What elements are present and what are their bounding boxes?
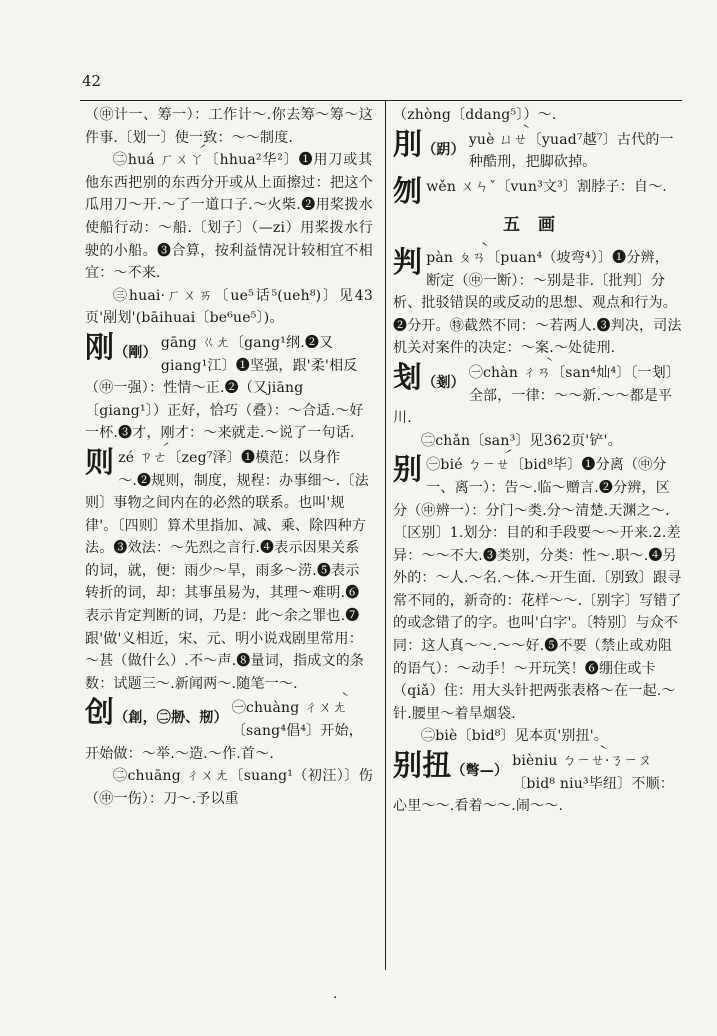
- header-rule: [80, 100, 682, 101]
- entry-wen-text: wěn ㄨㄣˇ〔vun³文³〕割脖子：自～.: [426, 178, 667, 195]
- entry-yue-text: yuè ㄩㄝ̀〔yuad⁷越⁷〕古代的一种酷刑，把脚砍掉。: [468, 131, 674, 171]
- footer-mark: ·: [333, 990, 338, 1006]
- huai-reading-3: ㊂huai·ㄏㄨㄞ〔ue⁵话⁵(ueh⁸)〕见43页'剐划'(bāihuai〔be⁶ue⁵〕)。: [85, 287, 373, 327]
- entry-yue: [393, 126, 683, 174]
- entry-pan-text: pàn ㄆㄢ̀〔puan⁴（坡弯⁴）〕❶分辨，断定（㊥一断）：～别是非.〔批判〕分析、批驳错误的或反动的思想、观点和行为。❷分开。㊕截然不同：～若两人.❸判决，司法机关对案件的决定：～案.～处徒刑.: [393, 249, 682, 357]
- entry-continuation: （㊥计一、筹一）：工作计～.你去筹～筹～这件事.〔划一〕使一致：～～制度.: [85, 107, 373, 146]
- entry-chan-text2: ㊁chǎn〔san³〕见362页'铲'。: [421, 432, 622, 449]
- section-title: 五画: [503, 215, 573, 236]
- headword-chan: 刬（剗）: [393, 359, 465, 394]
- entry-chan: [393, 359, 683, 430]
- headword-chuang: 创（創，㊁刱、剏）: [85, 695, 228, 730]
- column-divider: [385, 100, 386, 970]
- headword-bie: 别: [393, 452, 423, 487]
- entry-chuang: [85, 697, 373, 765]
- entry-continuation-right: （zhòng〔ddang⁵〕）～.: [393, 107, 557, 123]
- entry-gang-text: gāng ㄍㄤ〔gang¹纲.❷又giang¹江〕❶坚强，跟'柔'相反（㊥一强）：性情～正.❷（又jiāng〔giang¹〕）正好，恰巧（叠）：～合适.～好一杯.❸才，刚才：～来就走.～说了一句话.: [85, 334, 364, 442]
- hua-reading-2: ㊁huá ㄏㄨㄚ́〔hhua²华²〕❶用刀或其他东西把别的东西分开或从上面擦过：把这个瓜用刀～开.～了一道口子.～火柴.❷用桨拨水使船行动：～船.〔划子〕（—zi）用桨拨水行驶的小船。❸合算，按利益情况计较相宜不相宜：～不来.: [85, 152, 373, 282]
- headword-gang: 刚（剛）: [85, 329, 157, 364]
- headword-bieniu: 别扭（彆—）: [393, 748, 509, 783]
- entry-chuang-text: ㊀chuàng ㄔㄨㄤ̀〔sang⁴倡⁴〕开始，开始做：～举.～造.～作.首～.: [85, 700, 363, 762]
- entry-bieniu-text: bièniu ㄅㄧㄝ̀·ㄋㄧㄡ〔bid⁸ niu³毕纽〕不顺：心里～～.看着～～.闹～～.: [393, 753, 675, 815]
- entry-bie-text: ㊀bié ㄅㄧㄝ́〔bid⁸毕〕❶分离（㊥分一、离一）：告～.临～赠言.❷分辨，区分（㊥辨一）：分门～类.分～清楚.天渊之～.〔区别〕1.划分：目的和手段要～～开来.2.差异：～～不大.❸类别，分类：性～.职～.❹另外的：～人.～名.～体.～开生面.〔别致〕跟寻常不同的，新奇的：花样～～.〔别字〕写错了的或念错了的字。也叫'白字'。〔特别〕与众不同：这人真～～.～～好.❺不要（禁止或劝阻的语气）：～动手！～开玩笑！❻绷住或卡（qiǎ）住：用大头针把两张表格～在一起.～针.腰里～着旱烟袋.: [393, 457, 682, 722]
- headword-ze: 则: [85, 444, 115, 479]
- entry-gang: [85, 329, 373, 445]
- right-column: [393, 104, 683, 818]
- page-number: 42: [82, 72, 102, 90]
- left-column: [85, 104, 373, 810]
- entry-chuang-text2: ㊁chuāng ㄔㄨㄤ〔suang¹（初汪）〕伤（㊥一伤）：刀～.予以重: [85, 768, 373, 807]
- entry-bieniu: [393, 750, 683, 818]
- entry-chan-text: ㊀chàn ㄔㄢ̀〔san⁴灿⁴〕〔一刬〕全部，一律：～～新.～～都是平川.: [393, 364, 681, 427]
- entry-bie-text2: ㊁biè〔bid⁸〕见本页'别扭'。: [421, 728, 609, 745]
- entry-ze-text: zé ㄗㄜ́〔zeg⁷泽〕❶模范：以身作～.❷规则，制度，规程：办事细～.〔法则〕事物之间内在的必然的联系。也叫'规律'。〔四则〕算术里指加、减、乘、除四种方法。❸效法：～先烈之言行.❹表示因果关系的词，就，便：雨少～旱，雨多～涝.❺表示转折的词，却：其事虽易为，其理～难明.❻表示肯定判断的词，乃是：此～余之罪也.❼跟'做'义相近，宋、元、明小说戏剧里常用：～甚（做什么）.不～声.❽量词，指成文的条数：试题三～.新闻两～.随笔一～.: [85, 449, 369, 692]
- entry-wen: [393, 173, 683, 208]
- entry-ze: [85, 444, 373, 696]
- entry-bie: [393, 454, 683, 725]
- entry-pan: [393, 244, 683, 360]
- headword-wen: 刎: [393, 173, 423, 208]
- headword-pan: 判: [393, 244, 423, 279]
- headword-yue: 刖（跀）: [393, 126, 465, 161]
